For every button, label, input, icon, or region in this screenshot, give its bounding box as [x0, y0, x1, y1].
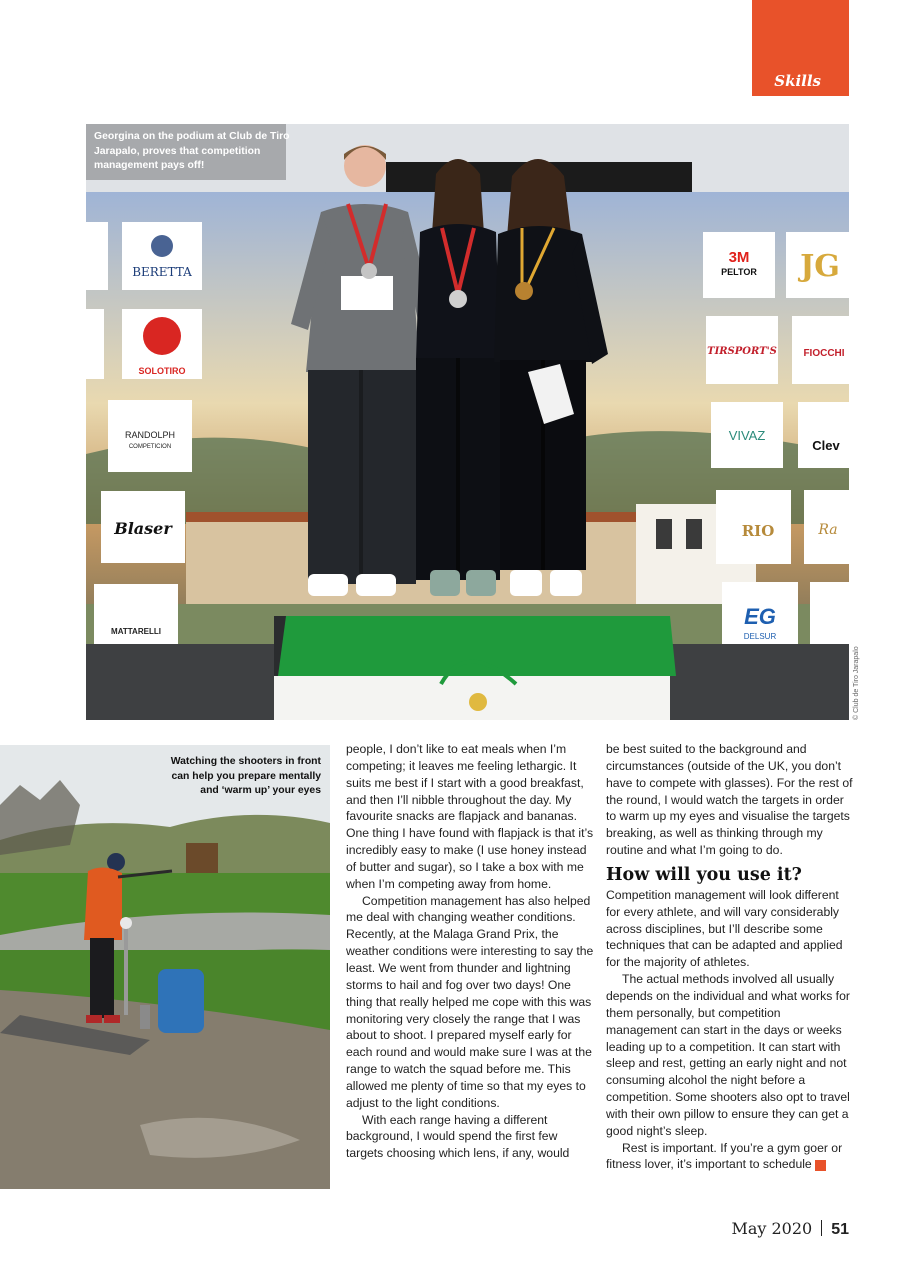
section-heading: How will you use it?: [606, 864, 802, 885]
sponsor-beretta: BERETTA: [132, 265, 192, 279]
sponsor-peltor: PELTOR: [721, 267, 757, 277]
podium-photo: [86, 124, 849, 720]
issue-date: May 2020: [731, 1219, 813, 1238]
range-photo-caption: Watching the shooters in front can help you prepare mentally and ‘warm up’ your eyes: [170, 756, 321, 796]
sponsor-jg: JG: [800, 249, 840, 284]
sponsor-tirsports: TIRSPORT'S: [707, 346, 777, 357]
hero-caption: Georgina on the podium at Club de Tiro Jarapalo, proves that competition management pays off!: [94, 131, 290, 171]
footer-divider: [821, 1220, 822, 1236]
section-tab-label: Skills: [774, 72, 821, 90]
section-tab: [752, 0, 849, 96]
photo-credit: © Club de Tiro Jarapalo: [853, 646, 860, 720]
article-paragraph: people, I don’t like to eat meals when I’m competing; it leaves me feeling lethargic. It suits me best if I start with a good breakfast, and then I’ll nibble throughout the day. My favourite snacks are flapjack and bananas. One thing I have found with flapjack is that it’s incredibly easy to make (I use honey instead of butter and sugar), so I take a box with me when I’m competing away from home.: [346, 742, 594, 891]
page-footer: [731, 1219, 849, 1239]
article-paragraph: Competition management will look different for every athlete, and will vary considerably across disciplines, but I’ll describe some techniques that can be adapted and applied for the majority of athletes.: [606, 887, 843, 970]
sponsor-blaser: Blaser: [114, 519, 172, 538]
sponsor-solotiro: SOLOTIRO: [138, 366, 186, 376]
sponsor-clever: Clev: [812, 438, 840, 453]
range-photo: [0, 745, 330, 1189]
sponsor-mattarelli: MATTARELLI: [111, 627, 161, 636]
sponsor-rio: RIO: [741, 522, 775, 540]
article-paragraph-text: Rest is important. If you’re a gym goer or fitness lover, it’s important to schedule: [606, 1140, 843, 1172]
article-paragraph: With each range having a different background, I would spend the first few targets choosing which lens, if any, would: [346, 1112, 570, 1161]
sponsor-3m: 3M: [728, 249, 750, 266]
article-paragraph-last: [606, 1140, 854, 1174]
article-column-1: [346, 741, 594, 1162]
sponsor-randolph: RANDOLPH: [124, 430, 176, 440]
sponsor-ra: Ra: [818, 522, 838, 538]
sponsor-fiocchi: FIOCCHI: [803, 348, 845, 359]
article-paragraph: The actual methods involved all usually depends on the individual and what works for them personally, but competition management can start in the days or weeks leading up to a competition. It can start with sleep and rest, getting an early night and not consuming alcohol the night before a competition. Some shooters also opt to travel with their own pillow to ensure they can get a good night’s sleep.: [606, 972, 850, 1138]
article-column-2: [606, 741, 854, 1173]
sponsor-randolph-sub: COMPETICION: [128, 444, 172, 450]
article-paragraph: be best suited to the background and circumstances (outside of the UK, you don’t have to compete with glasses). For the rest of the round, I would watch the targets in order to warm up my eyes and visualise the targets breaking, as well as thinking through my routine and what I’m going to do.: [606, 742, 853, 858]
page-number: 51: [831, 1221, 849, 1238]
sponsor-delsur: DELSUR: [743, 632, 777, 641]
continue-arrow-icon: »: [815, 1160, 826, 1171]
range-photo-illustration: [0, 745, 330, 1189]
sponsor-eg: EG: [744, 604, 776, 629]
sponsor-vivaz: VIVAZ: [728, 428, 766, 443]
article-paragraph: Competition management has also helped me deal with changing weather conditions. Recently, at the Malaga Grand Prix, the weather conditions were interesting to say the least. We went from thunder and lightning storms to hail and fog over two days! One thing that really helped me cope with this was monitoring very closely the range that I was about to shoot. I prepared myself early for each round and would make sure I was at the range to watch the squad before me. This allowed me plenty of time so that my eyes to adjust to the light conditions.: [346, 893, 594, 1110]
podium-photo-illustration: [86, 124, 849, 720]
